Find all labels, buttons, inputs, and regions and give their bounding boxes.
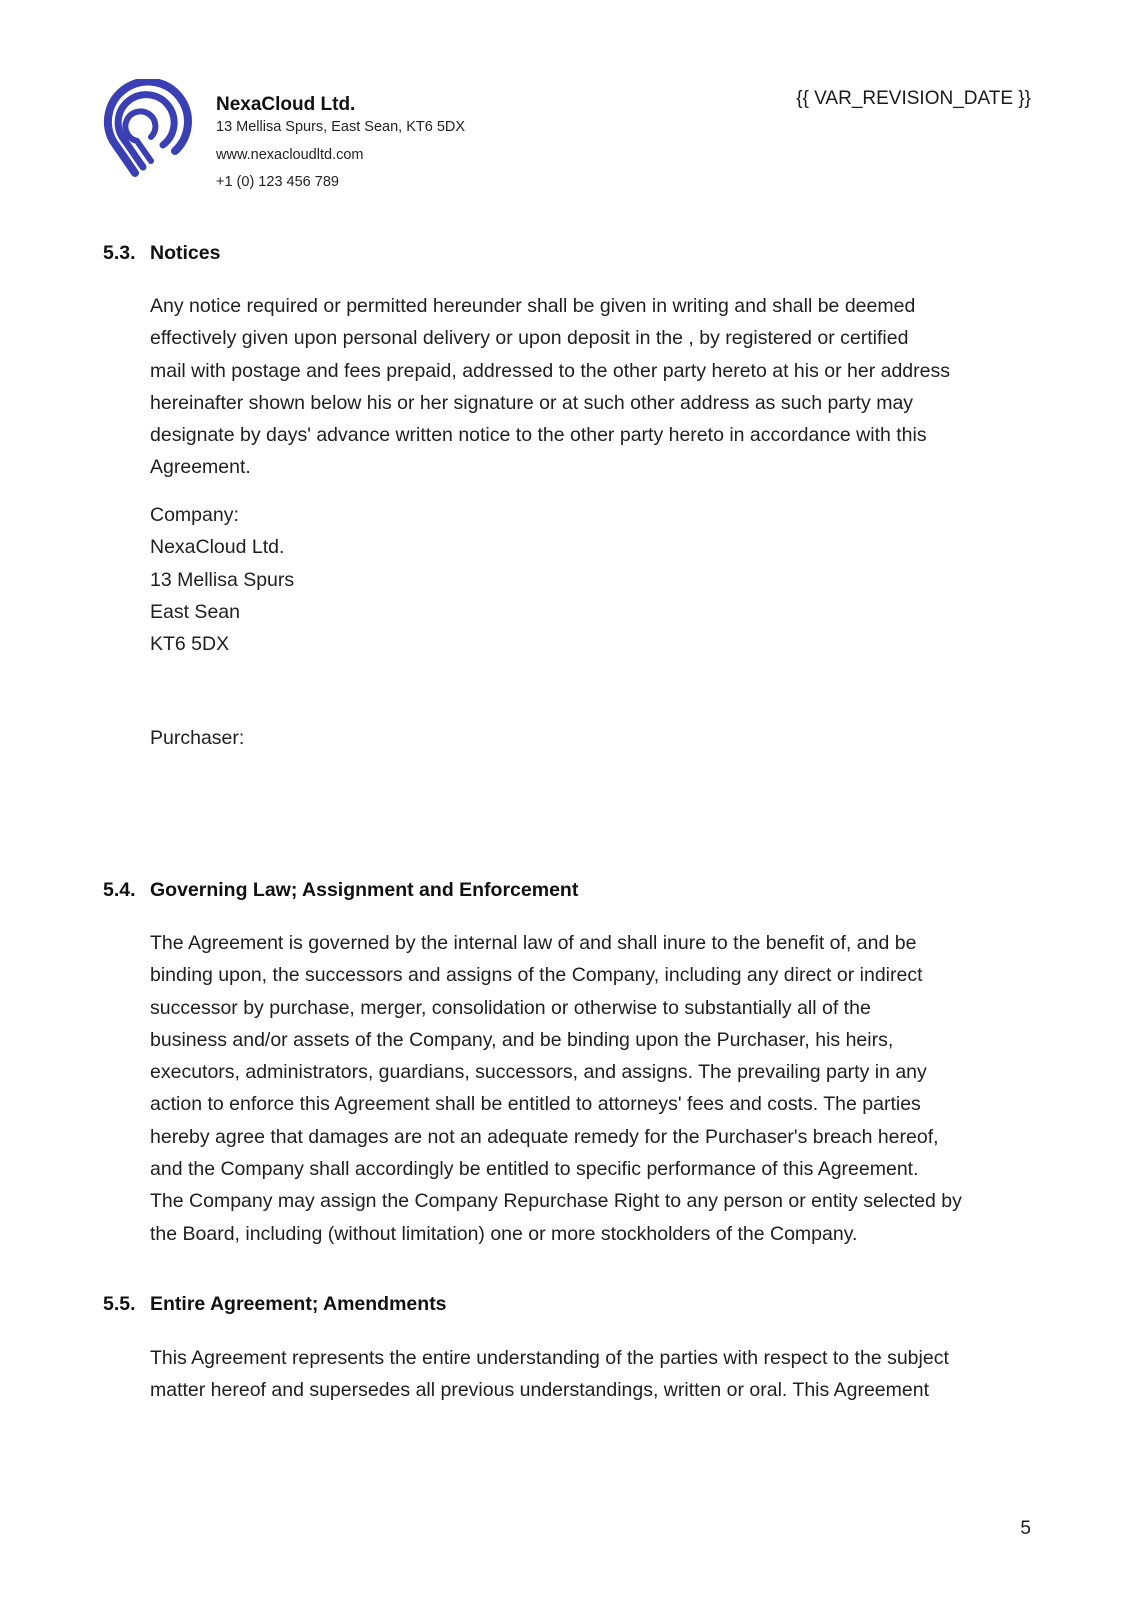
- logo-mark-icon: [99, 79, 194, 179]
- paragraph-line: matter hereof and supersedes all previous understandings, written or oral. This Agreement: [150, 1379, 929, 1402]
- section-number: 5.4.: [103, 879, 136, 901]
- paragraph-line: mail with postage and fees prepaid, addressed to the other party hereto at his or her address: [150, 359, 950, 382]
- paragraph-line: business and/or assets of the Company, and be binding upon the Purchaser, his heirs,: [150, 1028, 894, 1051]
- section-title: Governing Law; Assignment and Enforcement: [150, 879, 579, 901]
- address-city: East Sean: [150, 600, 240, 623]
- company-address: 13 Mellisa Spurs, East Sean, KT6 5DX: [216, 119, 466, 135]
- paragraph-line: the Board, including (without limitation) one or more stockholders of the Company.: [150, 1222, 858, 1245]
- paragraph-line: action to enforce this Agreement shall be entitled to attorneys' fees and costs. The parties: [150, 1093, 921, 1116]
- address-company-name: NexaCloud Ltd.: [150, 536, 285, 559]
- paragraph-line: The Company may assign the Company Repurchase Right to any person or entity selected by: [150, 1190, 962, 1213]
- company-website[interactable]: www.nexacloudltd.com: [216, 147, 364, 163]
- paragraph-line: and the Company shall accordingly be entitled to specific performance of this Agreement.: [150, 1158, 919, 1181]
- paragraph-line: Any notice required or permitted hereunder shall be given in writing and shall be deemed: [150, 295, 916, 317]
- section-number: 5.3.: [103, 242, 136, 264]
- section-heading-5-3: [103, 240, 220, 266]
- section-title: Entire Agreement; Amendments: [150, 1293, 447, 1315]
- paragraph-line: successor by purchase, merger, consolidation or otherwise to substantially all of the: [150, 996, 871, 1019]
- governing-law-paragraph: [150, 927, 1050, 1250]
- paragraph-line: executors, administrators, guardians, successors, and assigns. The prevailing party in any: [150, 1061, 927, 1084]
- section-number: 5.5.: [103, 1293, 136, 1315]
- address-postcode: KT6 5DX: [150, 633, 230, 656]
- revision-date: {{ VAR_REVISION_DATE }}: [796, 88, 1031, 109]
- company-phone: +1 (0) 123 456 789: [216, 174, 339, 190]
- page-number: 5: [1020, 1518, 1031, 1539]
- address-street: 13 Mellisa Spurs: [150, 568, 295, 591]
- notices-paragraph: [150, 290, 1050, 484]
- paragraph-line: The Agreement is governed by the internal law of and shall inure to the benefit of, and be: [150, 932, 917, 954]
- paragraph-line: This Agreement represents the entire understanding of the parties with respect to the subject: [150, 1347, 949, 1369]
- paragraph-line: hereinafter shown below his or her signature or at such other address as such party may: [150, 391, 914, 414]
- paragraph-line: designate by days' advance written notice to the other party hereto in accordance with this: [150, 424, 927, 447]
- paragraph-line: effectively given upon personal delivery or upon deposit in the , by registered or certified: [150, 327, 909, 350]
- company-name: NexaCloud Ltd.: [216, 94, 356, 115]
- section-heading-5-4: [103, 877, 578, 903]
- purchaser-label: Purchaser:: [150, 727, 245, 749]
- company-logo: [99, 79, 194, 179]
- address-label: Company:: [150, 504, 239, 526]
- section-title: Notices: [150, 242, 221, 264]
- paragraph-line: binding upon, the successors and assigns of the Company, including any direct or indirect: [150, 964, 923, 987]
- company-info: [216, 93, 465, 192]
- paragraph-line: Agreement.: [150, 456, 251, 479]
- section-heading-5-5: [103, 1291, 447, 1317]
- entire-agreement-paragraph: [150, 1342, 1050, 1407]
- paragraph-line: hereby agree that damages are not an adequate remedy for the Purchaser's breach hereof,: [150, 1125, 939, 1148]
- company-notice-address: [150, 499, 294, 660]
